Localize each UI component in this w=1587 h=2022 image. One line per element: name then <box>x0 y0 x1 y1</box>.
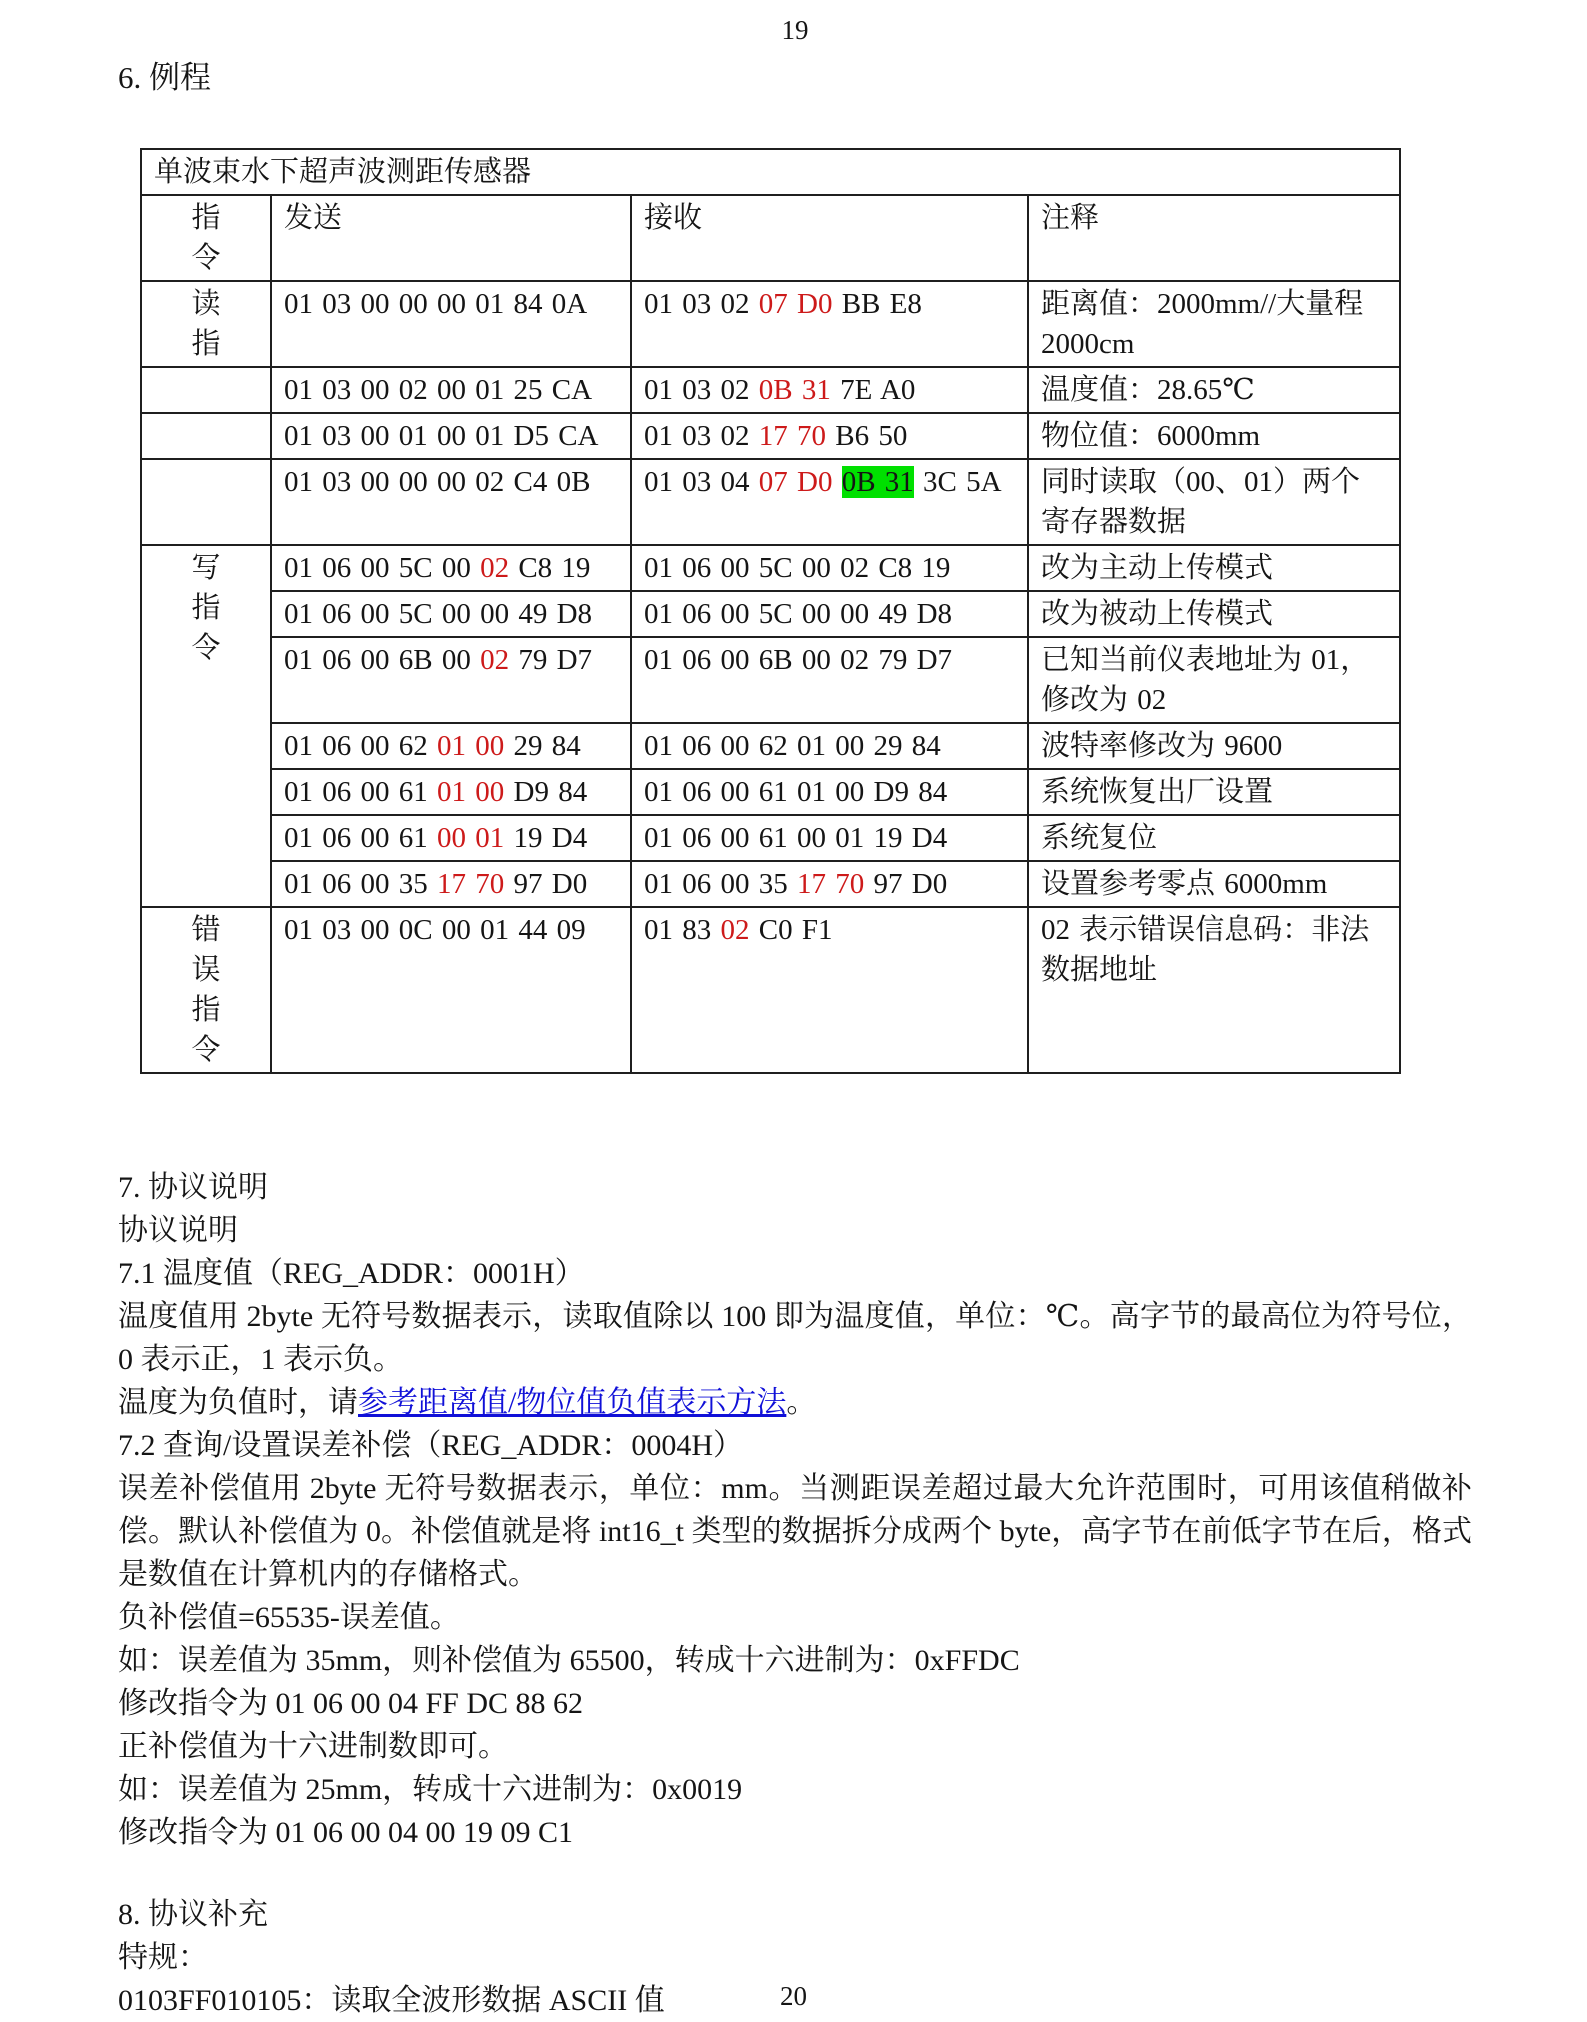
cmd-send-cell <box>271 861 631 907</box>
command-row <box>141 815 1400 861</box>
section-7-2-body: 误差补偿值用 2byte 无符号数据表示，单位：mm。当测距误差超过最大允许范围时，可用该值稍做补偿。默认补偿值为 0。补偿值就是将 int16_t 类型的数据拆分成两个 byte，高字节在前低字节在后，格式是数值在计算机内的存储格式。 <box>118 1472 1472 1591</box>
changed-bytes: 02 <box>480 552 510 584</box>
vertical-label-char: 指 <box>191 994 221 1026</box>
hex-bytes: 01 03 02 <box>644 288 759 320</box>
hex-bytes: BB E8 <box>832 288 922 320</box>
hex-bytes: 19 D4 <box>504 822 588 854</box>
cmd-note-cell: 系统复位 <box>1028 815 1400 861</box>
vertical-label-char: 令 <box>191 632 221 664</box>
next-page-number-partial: 20 <box>780 1981 807 2011</box>
hex-bytes: 01 03 00 01 00 01 D5 CA <box>284 420 599 452</box>
cmd-send-cell <box>271 907 631 1073</box>
compensation-example-1: 如：误差值为 35mm，则补偿值为 65500，转成十六进制为：0xFFDC <box>118 1644 1020 1677</box>
hex-bytes: 01 06 00 5C 00 02 C8 19 <box>644 552 951 584</box>
negative-compensation-formula: 负补偿值=65535-误差值。 <box>118 1601 460 1634</box>
hex-bytes: 01 03 02 <box>644 420 759 452</box>
vertical-label-char: 误 <box>191 954 221 986</box>
cmd-note-cell: 物位值：6000mm <box>1028 413 1400 459</box>
cmd-send-cell <box>271 367 631 413</box>
cmd-send-cell <box>271 413 631 459</box>
cmd-note-cell: 02 表示错误信息码：非法 数据地址 <box>1028 907 1400 1073</box>
col-header-receive: 接收 <box>631 195 1028 281</box>
cmd-note-cell: 同时读取（00、01）两个 寄存器数据 <box>1028 459 1400 545</box>
cmd-recv-cell <box>631 367 1028 413</box>
group-label-cell <box>141 907 271 1073</box>
hex-bytes: 01 06 00 5C 00 00 49 D8 <box>644 598 953 630</box>
cmd-send-cell <box>271 281 631 367</box>
hex-bytes: 01 06 00 35 <box>644 868 797 900</box>
hex-bytes: B6 50 <box>826 420 908 452</box>
hex-bytes: 01 03 00 02 00 01 25 CA <box>284 374 593 406</box>
changed-bytes: 07 D0 <box>758 288 833 320</box>
command-row <box>141 367 1400 413</box>
table-header-row <box>141 195 1400 281</box>
changed-bytes: 01 00 <box>437 730 505 762</box>
hex-bytes: 79 D7 <box>509 644 593 676</box>
cmd-note-cell: 系统恢复出厂设置 <box>1028 769 1400 815</box>
cmd-send-cell <box>271 769 631 815</box>
vertical-label-char: 指 <box>191 592 221 624</box>
group-label-cell <box>141 545 271 907</box>
compensation-example-2: 如：误差值为 25mm，转成十六进制为：0x0019 <box>118 1773 743 1806</box>
protocol-text-block <box>118 1166 1472 2022</box>
section-7-subtitle: 协议说明 <box>118 1214 238 1247</box>
group-label-cell <box>141 367 271 413</box>
changed-bytes: 02 <box>480 644 510 676</box>
cmd-send-cell <box>271 637 631 723</box>
special-spec-command: 0103FF010105：读取全波形数据 ASCII 值 <box>118 1984 665 2017</box>
changed-bytes: 17 70 <box>437 868 505 900</box>
changed-bytes: 00 01 <box>437 822 505 854</box>
hex-bytes: C8 19 <box>509 552 591 584</box>
cmd-note-cell: 设置参考零点 6000mm <box>1028 861 1400 907</box>
section-8-subtitle: 特规： <box>118 1941 208 1974</box>
hex-bytes: 01 06 00 6B 00 02 79 D7 <box>644 644 953 676</box>
hex-bytes: 01 03 00 00 00 02 C4 0B <box>284 466 591 498</box>
hex-bytes: C0 F1 <box>749 914 833 946</box>
vertical-label-char: 令 <box>191 1034 221 1066</box>
changed-bytes: 0B 31 <box>758 374 831 406</box>
hex-bytes: 01 06 00 61 01 00 D9 84 <box>644 776 948 808</box>
cmd-send-cell <box>271 545 631 591</box>
hex-bytes: 01 06 00 35 <box>284 868 437 900</box>
hex-bytes: 01 03 00 00 00 01 84 0A <box>284 288 588 320</box>
group-label-cell <box>141 459 271 545</box>
temperature-negative-note <box>118 1381 1472 1424</box>
command-row <box>141 723 1400 769</box>
command-row <box>141 591 1400 637</box>
negative-value-method-link[interactable]: 参考距离值/物位值负值表示方法 <box>358 1386 787 1419</box>
cmd-send-cell <box>271 459 631 545</box>
changed-bytes: 17 70 <box>758 420 826 452</box>
hex-bytes: 01 06 00 62 <box>284 730 437 762</box>
col-header-send: 发送 <box>271 195 631 281</box>
hex-bytes: 01 03 04 <box>644 466 759 498</box>
changed-bytes: 01 00 <box>437 776 505 808</box>
vertical-label-char: 错 <box>191 914 221 946</box>
hex-bytes: 01 06 00 5C 00 00 49 D8 <box>284 598 593 630</box>
cmd-recv-cell <box>631 637 1028 723</box>
command-row <box>141 769 1400 815</box>
hex-bytes: 01 06 00 62 01 00 29 84 <box>644 730 941 762</box>
cmd-note-cell: 温度值：28.65℃ <box>1028 367 1400 413</box>
hex-bytes: 97 D0 <box>504 868 588 900</box>
hex-bytes: 7E A0 <box>830 374 916 406</box>
changed-bytes: 02 <box>720 914 750 946</box>
hex-bytes: 29 84 <box>504 730 581 762</box>
hex-bytes: 01 03 00 0C 00 01 44 09 <box>284 914 586 946</box>
cmd-recv-cell <box>631 459 1028 545</box>
section-7-2-heading: 7.2 查询/设置误差补偿（REG_ADDR：0004H） <box>118 1429 744 1462</box>
command-row <box>141 459 1400 545</box>
cmd-note-cell: 已知当前仪表地址为 01， 修改为 02 <box>1028 637 1400 723</box>
section-7-1-body: 温度值用 2byte 无符号数据表示，读取值除以 100 即为温度值，单位：℃。高字节的最高位为符号位，0 表示正，1 表示负。 <box>118 1300 1472 1376</box>
cmd-note-cell: 改为主动上传模式 <box>1028 545 1400 591</box>
cmd-recv-cell <box>631 281 1028 367</box>
vertical-label-char: 指 <box>191 328 221 360</box>
command-row <box>141 861 1400 907</box>
vertical-label-char: 指 <box>191 202 221 234</box>
example-command-table-body <box>141 149 1400 1073</box>
vertical-label-char: 读 <box>191 288 221 320</box>
cmd-recv-cell <box>631 769 1028 815</box>
command-row <box>141 907 1400 1073</box>
cmd-recv-cell <box>631 815 1028 861</box>
hex-bytes: 01 06 00 61 00 01 19 D4 <box>644 822 948 854</box>
positive-compensation-note: 正补偿值为十六进制数即可。 <box>118 1730 508 1763</box>
vertical-label-char: 令 <box>191 242 221 274</box>
cmd-send-cell <box>271 591 631 637</box>
table-title-cell: 单波束水下超声波测距传感器 <box>141 149 1400 195</box>
cmd-note-cell: 波特率修改为 9600 <box>1028 723 1400 769</box>
hex-bytes: 01 06 00 61 <box>284 822 437 854</box>
highlighted-bytes: 0B 31 <box>841 466 914 498</box>
hex-bytes: 01 06 00 5C 00 <box>284 552 481 584</box>
cmd-recv-cell <box>631 591 1028 637</box>
vertical-label-char: 写 <box>191 552 221 584</box>
cmd-send-cell <box>271 815 631 861</box>
cmd-note-cell: 距离值：2000mm//大量程 2000cm <box>1028 281 1400 367</box>
col-header-note: 注释 <box>1028 195 1400 281</box>
hex-bytes: 01 03 02 <box>644 374 759 406</box>
section-8-heading: 8. 协议补充 <box>118 1898 268 1931</box>
hex-bytes: 01 06 00 6B 00 <box>284 644 481 676</box>
command-row <box>141 281 1400 367</box>
compensation-example-1-command: 修改指令为 01 06 00 04 FF DC 88 62 <box>118 1687 584 1720</box>
command-row <box>141 545 1400 591</box>
cmd-recv-cell <box>631 413 1028 459</box>
col-header-command <box>141 195 271 281</box>
group-label-cell <box>141 413 271 459</box>
cmd-send-cell <box>271 723 631 769</box>
page-number: 19 <box>781 15 809 45</box>
changed-bytes: 17 70 <box>797 868 865 900</box>
hex-bytes: 3C 5A <box>913 466 1002 498</box>
hex-bytes: 97 D0 <box>864 868 948 900</box>
cmd-recv-cell <box>631 723 1028 769</box>
cmd-note-cell: 改为被动上传模式 <box>1028 591 1400 637</box>
changed-bytes: 07 D0 <box>758 466 833 498</box>
command-row <box>141 413 1400 459</box>
hex-bytes: D9 84 <box>504 776 588 808</box>
section-6-heading: 6. 例程 <box>118 60 211 95</box>
hex-bytes: 01 06 00 61 <box>284 776 437 808</box>
compensation-example-2-command: 修改指令为 01 06 00 04 00 19 09 C1 <box>118 1816 574 1849</box>
cmd-recv-cell <box>631 545 1028 591</box>
hex-bytes <box>832 466 841 498</box>
section-7-1-heading: 7.1 温度值（REG_ADDR：0001H） <box>118 1257 585 1290</box>
example-command-table <box>140 148 1401 1074</box>
table-title-row <box>141 149 1400 195</box>
section-7-heading: 7. 协议说明 <box>118 1171 268 1204</box>
cmd-recv-cell <box>631 861 1028 907</box>
command-row <box>141 637 1400 723</box>
group-label-cell <box>141 281 271 367</box>
negative-note-prefix: 温度为负值时，请 <box>118 1386 358 1419</box>
cmd-recv-cell <box>631 907 1028 1073</box>
negative-note-suffix: 。 <box>786 1386 817 1419</box>
hex-bytes: 01 83 <box>644 914 721 946</box>
